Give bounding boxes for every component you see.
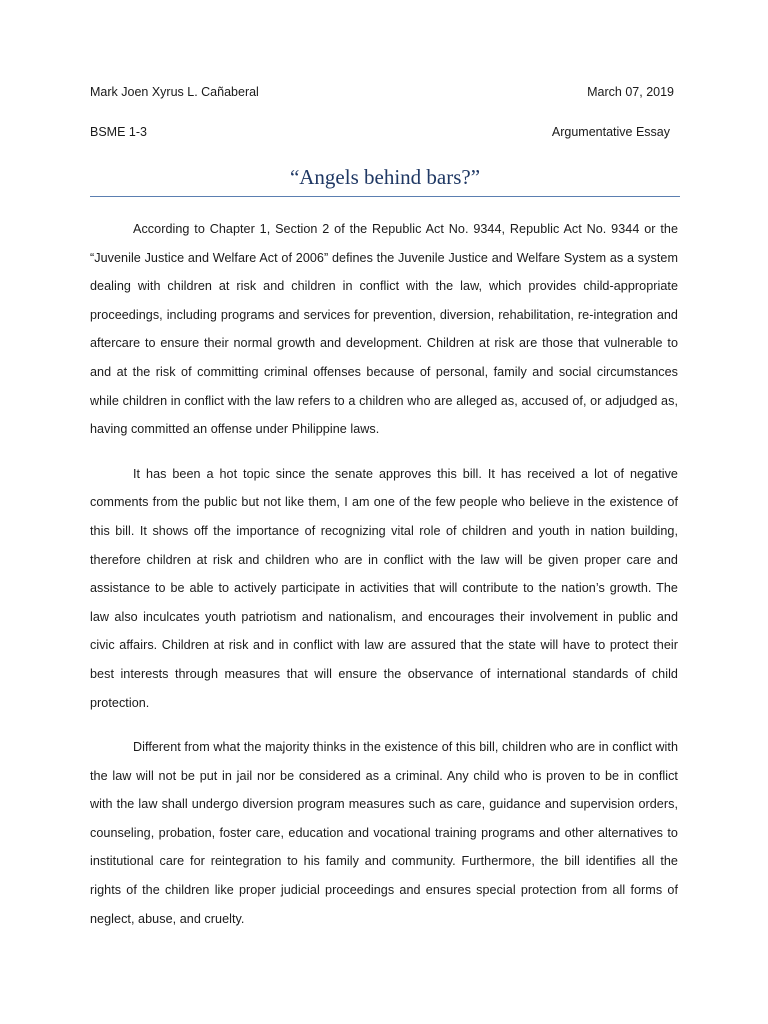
title-divider [90,196,680,197]
paragraph-3: Different from what the majority thinks in the existence of this bill, children who are in conflict with the law will not be put in jail nor be considered as a criminal. Any child who is proven to be in conflict with the law shall undergo diversion program measures such as care, guidance and supervision orders, counseling, probation, foster care, education and vocational training programs and other alternatives to institutional care for reintegration to his family and community. Furthermore, the bill identifies all the rights of the children like proper judicial proceedings and ensures special protection from all forms of neglect, abuse, and cruelty. [90,740,678,926]
essay-date: March 07, 2019 [587,85,674,99]
class-section: BSME 1-3 [90,125,147,139]
paragraph-1: According to Chapter 1, Section 2 of the Republic Act No. 9344, Republic Act No. 9344 or the “Juvenile Justice and Welfare Act of 2006” defines the Juvenile Justice and Welfare System as a system dealing with children at risk and children in conflict with the law, which provides child-appropriate proceedings, including programs and services for prevention, diversion, rehabilitation, re-integration and aftercare to ensure their normal growth and development. Children at risk are those that vulnerable to and at the risk of committing criminal offenses because of personal, family and social circumstances while children in conflict with the law refers to a children who are alleged as, accused of, or adjudged as, having committed an offense under Philippine laws. [90,222,678,437]
document-type: Argumentative Essay [551,125,670,139]
essay-title: “Angels behind bars?” [289,165,481,189]
paragraph-2: It has been a hot topic since the senate approves this bill. It has received a lot of negative comments from the public but not like them, I am one of the few people who believe in the existence of this bill. It shows off the importance of recognizing vital role of children and youth in nation building, therefore children at risk and children who are in conflict with the law will be given proper care and assistance to be able to actively participate in activities that will contribute to the nation’s growth. The law also inculcates youth patriotism and nationalism, and encourages their involvement in public and civic affairs. Children at risk and in conflict with law are assured that the state will have to protect their best interests through measures that will ensure the observance of international standards of child protection. [90,466,678,710]
essay-body [90,215,678,949]
author-name: Mark Joen Xyrus L. Cañaberal [90,85,259,99]
